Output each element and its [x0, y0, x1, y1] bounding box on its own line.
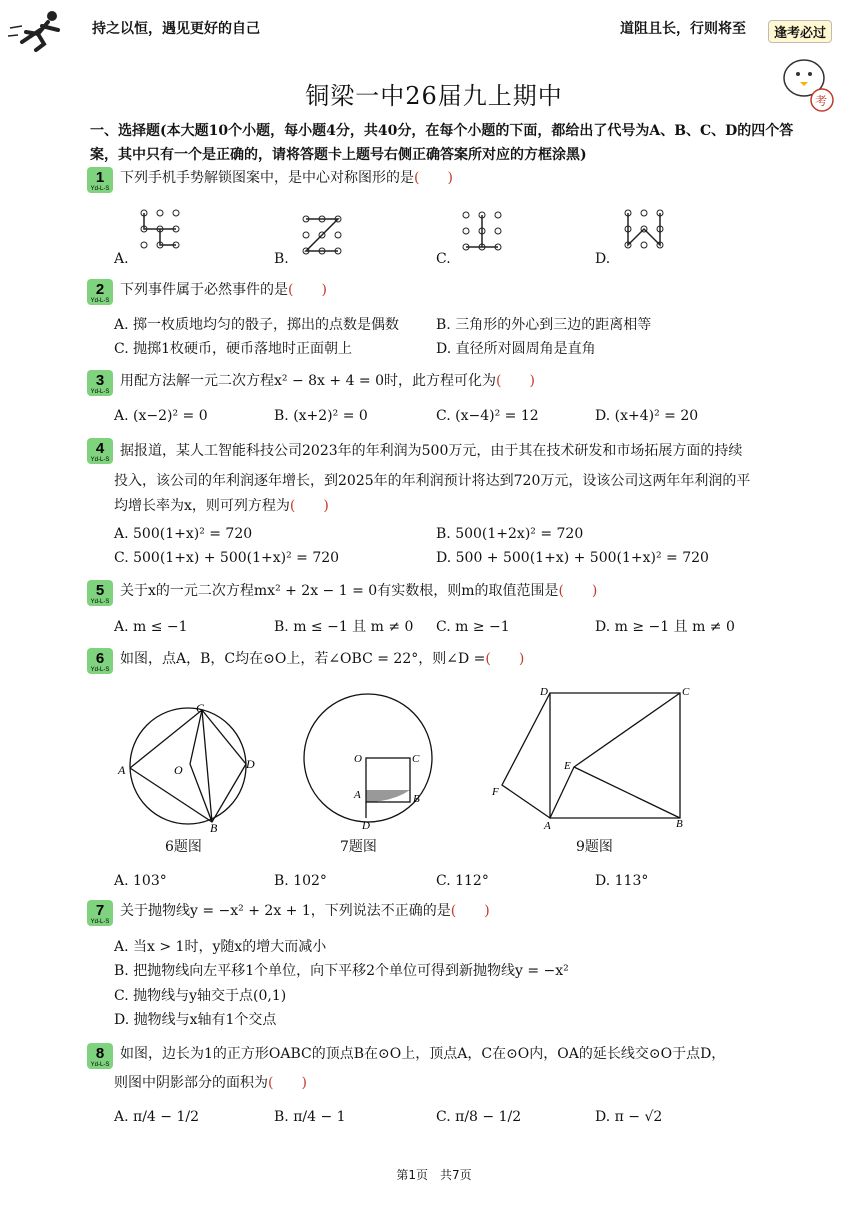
pattern-b [303, 216, 341, 254]
fig6-label-b: B [210, 821, 218, 835]
question-number-tag: 2 Yd-L-S [87, 279, 113, 305]
fig9-label-b: B [676, 818, 683, 830]
option-c: C. (x−4)² = 12 [436, 408, 539, 424]
option-b: B. 500(1+2x)² = 720 [436, 526, 584, 542]
fig6-label-d: D [246, 757, 255, 771]
option-d: D. (x+4)² = 20 [595, 408, 699, 424]
unlock-patterns-figure [110, 205, 710, 270]
fig9-label-d: D [540, 686, 548, 698]
question-text-line: 如图，边长为1的正方形OABC的顶点B在⊙O上，顶点A，C在⊙O内，OA的延长线交⊙O于点D， [120, 1046, 726, 1062]
figure-9 [488, 683, 698, 833]
option-b: B. π/4 − 1 [274, 1109, 346, 1125]
question-text: 下列事件属于必然事件的是( ) [120, 282, 327, 298]
option-d: D. m ≥ −1 且 m ≠ 0 [595, 619, 735, 635]
option-d: D. 500 + 500(1+x) + 500(1+x)² = 720 [436, 550, 709, 566]
question-text: 关于抛物线y = −x² + 2x + 1，下列说法不正确的是( ) [120, 903, 490, 919]
option-c: C. m ≥ −1 [436, 619, 510, 635]
header-slogan-left: 持之以恒，遇见更好的自己 [92, 21, 260, 37]
option-c: C. 500(1+x) + 500(1+x)² = 720 [114, 550, 340, 566]
fig7-label-d: D [362, 820, 370, 832]
option-d: D. π − √2 [595, 1109, 663, 1125]
option-b: B. (x+2)² = 0 [274, 408, 368, 424]
question-text-line: 则图中阴影部分的面积为( ) [114, 1075, 307, 1091]
option-a: A. 当x > 1时，y随x的增大而减小 [114, 939, 327, 955]
question-text-line: 投入，该公司的年利润逐年增长，到2025年的年利润预计将达到720万元，设该公司这两年年利润的平 [114, 473, 751, 489]
question-number-tag: 6 Yd-L-S [87, 648, 113, 674]
header-badge: 逢考必过 [768, 20, 832, 43]
pattern-d [625, 210, 663, 248]
fig6-label-o: O [174, 763, 183, 777]
option-a: A. 500(1+x)² = 720 [114, 526, 253, 542]
figure-6 [110, 700, 270, 835]
option-a: A. [114, 251, 129, 267]
figure-7 [300, 690, 440, 835]
fig9-label-f: F [492, 786, 499, 798]
fig6-label-c: C [196, 701, 205, 715]
option-d: D. 抛物线与x轴有1个交点 [114, 1012, 277, 1028]
option-b: B. m ≤ −1 且 m ≠ 0 [274, 619, 414, 635]
question-text: 如图，点A，B，C均在⊙O上，若∠OBC = 22°，则∠D =( ) [120, 651, 525, 667]
option-d: D. [595, 251, 611, 267]
mascot-label: 考 [815, 94, 828, 108]
option-c: C. 112° [436, 873, 489, 889]
pattern-c [463, 212, 501, 250]
question-text-line: 均增长率为x，则可列方程为( ) [114, 498, 329, 514]
option-a: A. (x−2)² = 0 [114, 408, 208, 424]
question-text: 关于x的一元二次方程mx² + 2x − 1 = 0有实数根，则m的取值范围是( ) [120, 583, 598, 599]
question-number-tag: 4 Yd-L-S [87, 438, 113, 464]
pattern-a [141, 210, 179, 248]
option-d: D. 直径所对圆周角是直角 [436, 341, 596, 357]
fig9-label-c: C [682, 686, 690, 698]
option-b: B. 把抛物线向左平移1个单位，向下平移2个单位可得到新抛物线y = −x² [114, 963, 569, 979]
option-a: A. 103° [114, 873, 167, 889]
option-a: A. m ≤ −1 [114, 619, 188, 635]
option-b: B. [274, 251, 289, 267]
fig7-label-a: A [354, 789, 361, 801]
option-c: C. 抛物线与y轴交于点(0,1) [114, 988, 287, 1004]
figure-7-caption: 7题图 [340, 839, 377, 855]
question-number-tag: 3 Yd-L-S [87, 370, 113, 396]
option-d: D. 113° [595, 873, 649, 889]
page-title: 铜梁一中26届九上期中 [305, 82, 563, 110]
fig6-label-a: A [118, 763, 126, 777]
option-b: B. 102° [274, 873, 327, 889]
fig7-label-o: O [354, 753, 362, 765]
option-b: B. 三角形的外心到三边的距离相等 [436, 317, 652, 333]
page-footer: 第1页 共7页 [396, 1168, 472, 1182]
option-c: C. [436, 251, 451, 267]
question-number-tag: 7 Yd-L-S [87, 900, 113, 926]
fig7-label-b: B [413, 793, 420, 805]
question-text: 用配方法解一元二次方程x² − 8x + 4 = 0时，此方程可化为( ) [120, 373, 535, 389]
header-slogan-right: 道阻且长，行则将至 [620, 21, 746, 37]
figure-6-caption: 6题图 [165, 839, 202, 855]
fig9-label-a: A [544, 820, 551, 832]
question-number-tag: 5 Yd-L-S [87, 580, 113, 606]
option-c: C. 抛掷1枚硬币，硬币落地时正面朝上 [114, 341, 353, 357]
fig9-label-e: E [564, 760, 571, 772]
runner-logo-icon [8, 8, 78, 52]
question-number-tag: 8 Yd-L-S [87, 1043, 113, 1069]
question-text: 下列手机手势解锁图案中，是中心对称图形的是( ) [120, 170, 453, 186]
question-text-line: 据报道，某人工智能科技公司2023年的年利润为500万元，由于其在技术研发和市场拓展方面的持续 [120, 443, 743, 459]
question-number-tag: 1 Yd-L-S [87, 167, 113, 193]
figure-9-caption: 9题图 [576, 839, 613, 855]
fig7-label-c: C [412, 753, 420, 765]
option-a: A. 掷一枚质地均匀的骰子，掷出的点数是偶数 [114, 317, 400, 333]
section-heading: 一、选择题(本大题10个小题，每小题4分，共40分，在每个小题的下面，都给出了代号为A、B、C、D的四个答案，其中只有一个是正确的，请将答题卡上题号右侧正确答案所对应的方框涂黑) [90, 123, 794, 163]
option-c: C. π/8 − 1/2 [436, 1109, 522, 1125]
option-a: A. π/4 − 1/2 [114, 1109, 199, 1125]
